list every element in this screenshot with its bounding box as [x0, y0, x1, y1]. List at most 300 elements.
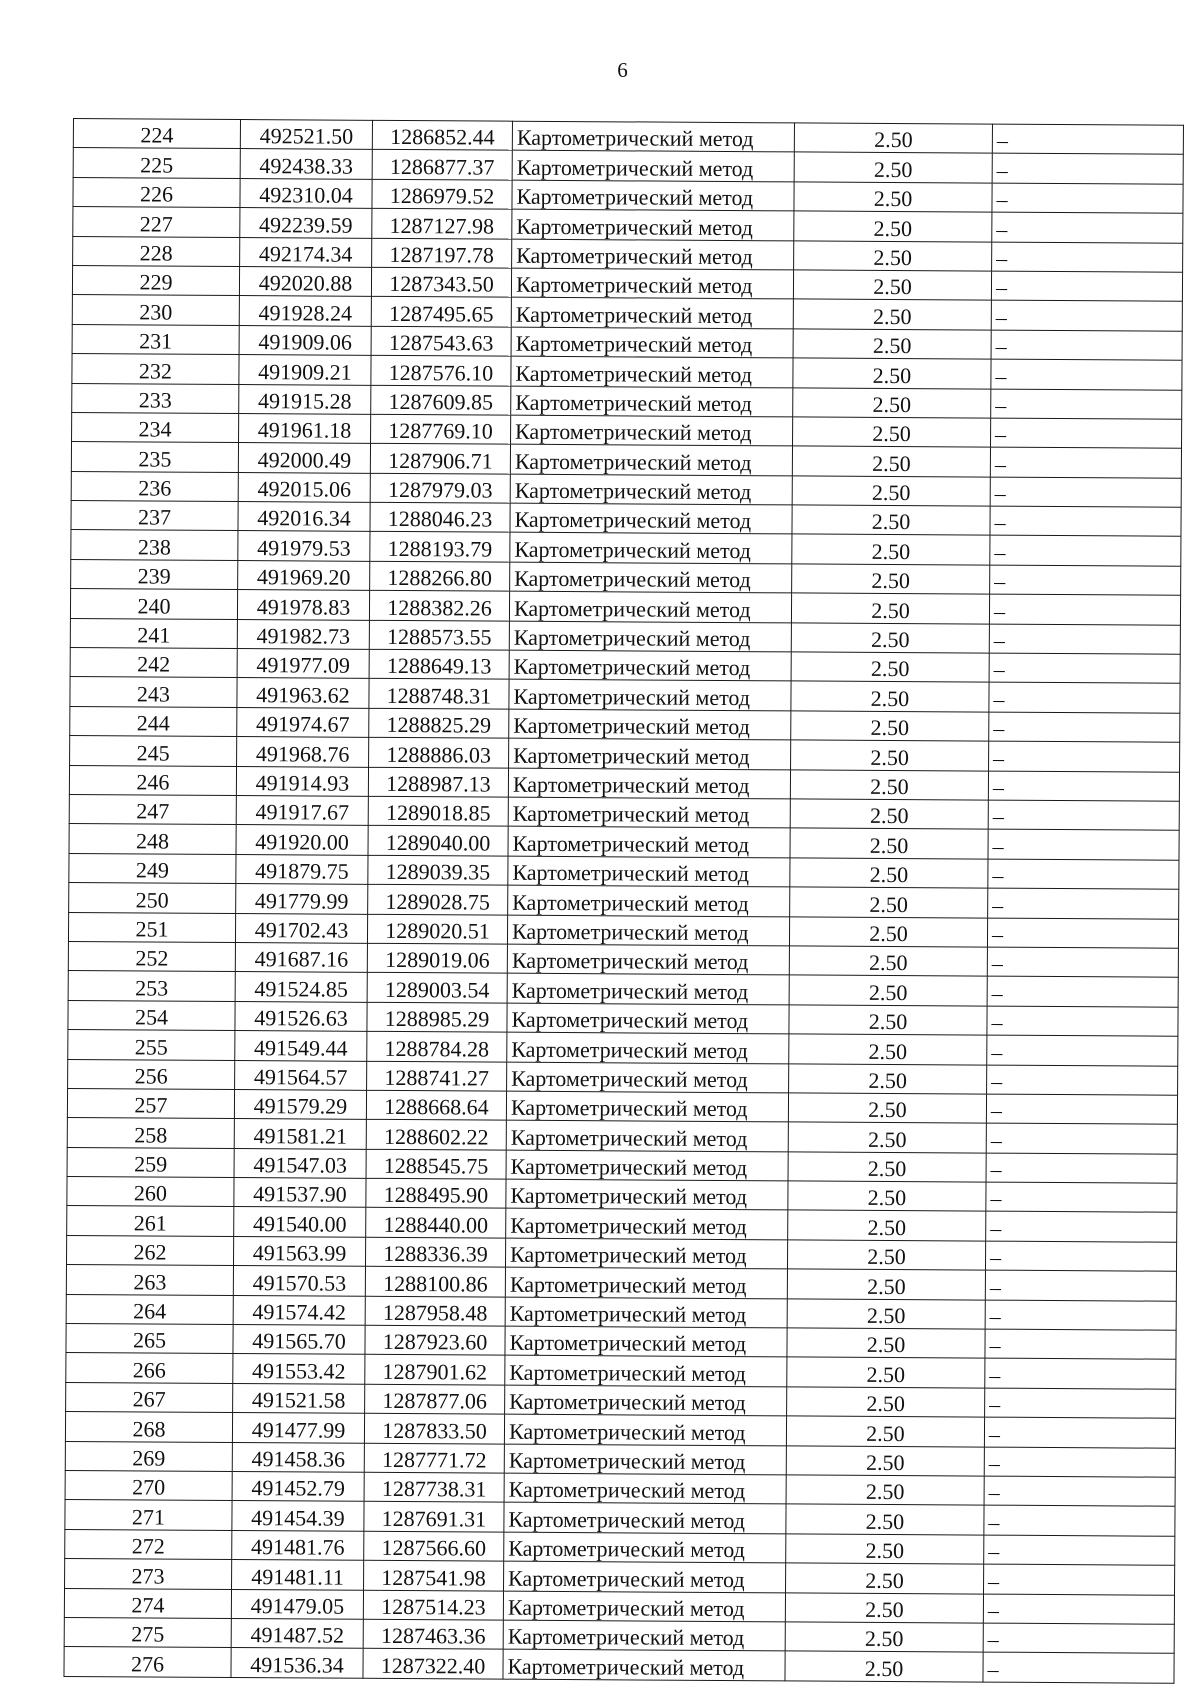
method-cell: Картометрический метод — [508, 827, 790, 858]
method-cell: Картометрический метод — [511, 356, 793, 387]
x-coordinate-cell: 491579.29 — [234, 1089, 366, 1119]
x-coordinate-cell: 491974.67 — [237, 707, 369, 737]
point-number-cell: 276 — [64, 1647, 231, 1677]
error-cell: 2.50 — [785, 1592, 983, 1623]
error-cell: 2.50 — [790, 887, 988, 918]
method-cell: Картометрический метод — [511, 415, 793, 446]
method-cell: Картометрический метод — [506, 1120, 788, 1151]
y-coordinate-cell: 1288602.22 — [366, 1120, 506, 1150]
y-coordinate-cell: 1287495.65 — [371, 297, 511, 327]
y-coordinate-cell: 1288495.90 — [366, 1178, 506, 1208]
x-coordinate-cell: 491574.42 — [233, 1295, 365, 1325]
point-number-cell: 253 — [68, 971, 235, 1001]
y-coordinate-cell: 1287322.40 — [363, 1649, 503, 1679]
method-cell: Картометрический метод — [506, 1209, 788, 1240]
page-number: 6 — [617, 58, 628, 82]
method-cell: Картометрический метод — [508, 856, 790, 887]
y-coordinate-cell: 1287771.72 — [364, 1443, 504, 1473]
point-number-cell: 236 — [71, 471, 238, 501]
error-cell: 2.50 — [787, 1387, 985, 1418]
method-cell: Картометрический метод — [511, 386, 793, 417]
y-coordinate-cell: 1289019.06 — [367, 943, 507, 973]
y-coordinate-cell: 1287576.10 — [371, 355, 511, 385]
error-cell: 2.50 — [791, 652, 989, 683]
error-cell: 2.50 — [786, 1475, 984, 1506]
x-coordinate-cell: 491540.00 — [234, 1207, 366, 1237]
point-number-cell: 255 — [68, 1030, 235, 1060]
description-cell: – — [992, 154, 1183, 185]
description-cell: – — [992, 183, 1183, 214]
method-cell: Картометрический метод — [510, 474, 792, 505]
description-cell: – — [989, 741, 1180, 772]
x-coordinate-cell: 491549.44 — [235, 1031, 367, 1061]
error-cell: 2.50 — [786, 1534, 984, 1565]
method-cell: Картометрический метод — [505, 1267, 787, 1298]
description-cell: – — [989, 712, 1180, 743]
error-cell: 2.50 — [793, 329, 991, 360]
description-cell: – — [989, 624, 1180, 655]
point-number-cell: 233 — [72, 383, 239, 413]
method-cell: Картометрический метод — [507, 1003, 789, 1034]
point-number-cell: 275 — [64, 1617, 231, 1647]
description-cell: – — [991, 271, 1182, 302]
method-cell: Картометрический метод — [507, 915, 789, 946]
method-cell: Картометрический метод — [512, 239, 794, 270]
method-cell: Картометрический метод — [508, 797, 790, 828]
description-cell: – — [990, 565, 1181, 596]
x-coordinate-cell: 491521.58 — [233, 1383, 365, 1413]
description-cell: – — [989, 683, 1180, 714]
y-coordinate-cell: 1288193.79 — [370, 532, 510, 562]
error-cell: 2.50 — [787, 1357, 985, 1388]
point-number-cell: 250 — [69, 883, 236, 913]
method-cell: Картометрический метод — [511, 268, 793, 299]
point-number-cell: 269 — [65, 1441, 232, 1471]
y-coordinate-cell: 1288741.27 — [367, 1061, 507, 1091]
y-coordinate-cell: 1288382.26 — [369, 591, 509, 621]
method-cell: Картометрический метод — [507, 1032, 789, 1063]
error-cell: 2.50 — [790, 799, 988, 830]
x-coordinate-cell: 492521.50 — [240, 120, 372, 150]
method-cell: Картометрический метод — [509, 591, 791, 622]
description-cell: – — [985, 1359, 1176, 1390]
coordinates-table — [63, 118, 1184, 1683]
point-number-cell: 240 — [70, 589, 237, 619]
point-number-cell: 247 — [69, 794, 236, 824]
error-cell: 2.50 — [786, 1416, 984, 1447]
description-cell: – — [990, 477, 1181, 508]
method-cell: Картометрический метод — [509, 621, 791, 652]
error-cell: 2.50 — [792, 564, 990, 595]
error-cell: 2.50 — [793, 387, 991, 418]
error-cell: 2.50 — [792, 476, 990, 507]
description-cell: – — [992, 242, 1183, 273]
description-cell: – — [992, 212, 1183, 243]
point-number-cell: 226 — [73, 177, 240, 207]
description-cell: – — [991, 300, 1182, 331]
x-coordinate-cell: 491452.79 — [232, 1471, 364, 1501]
x-coordinate-cell: 491969.20 — [238, 560, 370, 590]
point-number-cell: 257 — [67, 1088, 234, 1118]
point-number-cell: 229 — [72, 265, 239, 295]
x-coordinate-cell: 492016.34 — [238, 502, 370, 532]
method-cell: Картометрический метод — [507, 1062, 789, 1093]
x-coordinate-cell: 491537.90 — [234, 1178, 366, 1208]
point-number-cell: 273 — [65, 1559, 232, 1589]
method-cell: Картометрический метод — [503, 1649, 785, 1680]
x-coordinate-cell: 491526.63 — [235, 1001, 367, 1031]
description-cell: – — [986, 1123, 1177, 1154]
description-cell: – — [988, 888, 1179, 919]
description-cell: – — [987, 1006, 1178, 1037]
x-coordinate-cell: 491914.93 — [236, 766, 368, 796]
method-cell: Картометрический метод — [511, 327, 793, 358]
x-coordinate-cell: 491909.21 — [239, 355, 371, 385]
description-cell: – — [985, 1329, 1176, 1360]
point-number-cell: 249 — [69, 853, 236, 883]
y-coordinate-cell: 1288668.64 — [366, 1090, 506, 1120]
method-cell: Картометрический метод — [511, 298, 793, 329]
point-number-cell: 234 — [72, 412, 239, 442]
point-number-cell: 232 — [72, 354, 239, 384]
description-cell: – — [988, 800, 1179, 831]
error-cell: 2.50 — [787, 1299, 985, 1330]
point-number-cell: 260 — [67, 1177, 234, 1207]
description-cell: – — [984, 1447, 1175, 1478]
description-cell: – — [992, 124, 1183, 155]
x-coordinate-cell: 491779.99 — [236, 884, 368, 914]
point-number-cell: 246 — [69, 765, 236, 795]
y-coordinate-cell: 1287127.98 — [372, 208, 512, 238]
error-cell: 2.50 — [789, 946, 987, 977]
y-coordinate-cell: 1288985.29 — [367, 1002, 507, 1032]
point-number-cell: 256 — [68, 1059, 235, 1089]
error-cell: 2.50 — [792, 534, 990, 565]
method-cell: Картометрический метод — [504, 1532, 786, 1563]
x-coordinate-cell: 491979.53 — [238, 531, 370, 561]
description-cell: – — [986, 1212, 1177, 1243]
description-cell: – — [987, 947, 1178, 978]
x-coordinate-cell: 491481.11 — [232, 1560, 364, 1590]
description-cell: – — [991, 418, 1182, 449]
error-cell: 2.50 — [791, 623, 989, 654]
point-number-cell: 270 — [65, 1470, 232, 1500]
point-number-cell: 271 — [65, 1500, 232, 1530]
x-coordinate-cell: 491564.57 — [235, 1060, 367, 1090]
error-cell: 2.50 — [785, 1622, 983, 1653]
method-cell: Картометрический метод — [512, 121, 794, 152]
coordinates-table-body — [64, 119, 1183, 1683]
error-cell: 2.50 — [789, 1063, 987, 1094]
x-coordinate-cell: 491581.21 — [234, 1119, 366, 1149]
point-number-cell: 225 — [73, 148, 240, 178]
x-coordinate-cell: 491978.83 — [237, 590, 369, 620]
method-cell: Картометрический метод — [508, 768, 790, 799]
error-cell: 2.50 — [793, 358, 991, 389]
method-cell: Картометрический метод — [505, 1356, 787, 1387]
x-coordinate-cell: 491481.76 — [232, 1530, 364, 1560]
point-number-cell: 237 — [71, 501, 238, 531]
method-cell: Картометрический метод — [504, 1473, 786, 1504]
y-coordinate-cell: 1287923.60 — [365, 1325, 505, 1355]
y-coordinate-cell: 1286877.37 — [372, 150, 512, 180]
error-cell: 2.50 — [789, 916, 987, 947]
y-coordinate-cell: 1287543.63 — [371, 326, 511, 356]
description-cell: – — [988, 829, 1179, 860]
y-coordinate-cell: 1288825.29 — [369, 708, 509, 738]
error-cell: 2.50 — [788, 1093, 986, 1124]
point-number-cell: 254 — [68, 1000, 235, 1030]
point-number-cell: 230 — [72, 295, 239, 325]
y-coordinate-cell: 1287833.50 — [364, 1413, 504, 1443]
method-cell: Картометрический метод — [503, 1591, 785, 1622]
point-number-cell: 248 — [69, 824, 236, 854]
description-cell: – — [990, 506, 1181, 537]
x-coordinate-cell: 492174.34 — [240, 237, 372, 267]
description-cell: – — [988, 771, 1179, 802]
method-cell: Картометрический метод — [504, 1503, 786, 1534]
x-coordinate-cell: 491565.70 — [233, 1325, 365, 1355]
x-coordinate-cell: 491982.73 — [237, 619, 369, 649]
method-cell: Картометрический метод — [503, 1620, 785, 1651]
y-coordinate-cell: 1288336.39 — [365, 1237, 505, 1267]
y-coordinate-cell: 1289018.85 — [368, 796, 508, 826]
method-cell: Картометрический метод — [506, 1179, 788, 1210]
method-cell: Картометрический метод — [508, 885, 790, 916]
y-coordinate-cell: 1289020.51 — [367, 914, 507, 944]
method-cell: Картометрический метод — [505, 1326, 787, 1357]
description-cell: – — [991, 359, 1182, 390]
method-cell: Картометрический метод — [509, 738, 791, 769]
y-coordinate-cell: 1287906.71 — [370, 444, 510, 474]
y-coordinate-cell: 1287609.85 — [371, 385, 511, 415]
point-number-cell: 241 — [70, 618, 237, 648]
point-number-cell: 267 — [66, 1382, 233, 1412]
error-cell: 2.50 — [789, 1034, 987, 1065]
description-cell: – — [985, 1270, 1176, 1301]
point-number-cell: 268 — [65, 1412, 232, 1442]
y-coordinate-cell: 1288649.13 — [369, 649, 509, 679]
method-cell: Картометрический метод — [504, 1561, 786, 1592]
y-coordinate-cell: 1288784.28 — [367, 1031, 507, 1061]
description-cell: – — [986, 1094, 1177, 1125]
point-number-cell: 259 — [67, 1147, 234, 1177]
method-cell: Картометрический метод — [512, 180, 794, 211]
method-cell: Картометрический метод — [505, 1238, 787, 1269]
x-coordinate-cell: 492310.04 — [240, 178, 372, 208]
description-cell: – — [987, 1035, 1178, 1066]
description-cell: – — [983, 1652, 1174, 1683]
error-cell: 2.50 — [789, 975, 987, 1006]
y-coordinate-cell: 1288573.55 — [369, 620, 509, 650]
x-coordinate-cell: 491702.43 — [235, 913, 367, 943]
error-cell: 2.50 — [788, 1210, 986, 1241]
error-cell: 2.50 — [791, 711, 989, 742]
x-coordinate-cell: 491477.99 — [232, 1413, 364, 1443]
y-coordinate-cell: 1287514.23 — [363, 1590, 503, 1620]
error-cell: 2.50 — [786, 1563, 984, 1594]
y-coordinate-cell: 1288266.80 — [370, 561, 510, 591]
description-cell: – — [984, 1564, 1175, 1595]
description-cell: – — [989, 594, 1180, 625]
y-coordinate-cell: 1288886.03 — [369, 738, 509, 768]
method-cell: Картометрический метод — [510, 503, 792, 534]
point-number-cell: 238 — [71, 530, 238, 560]
point-number-cell: 235 — [71, 442, 238, 472]
x-coordinate-cell: 492020.88 — [239, 266, 371, 296]
y-coordinate-cell: 1287691.31 — [364, 1502, 504, 1532]
method-cell: Картометрический метод — [512, 209, 794, 240]
y-coordinate-cell: 1288987.13 — [368, 767, 508, 797]
y-coordinate-cell: 1288440.00 — [366, 1208, 506, 1238]
x-coordinate-cell: 491961.18 — [239, 413, 371, 443]
method-cell: Картометрический метод — [506, 1150, 788, 1181]
point-number-cell: 243 — [70, 677, 237, 707]
y-coordinate-cell: 1286979.52 — [372, 179, 512, 209]
y-coordinate-cell: 1288748.31 — [369, 679, 509, 709]
description-cell: – — [987, 918, 1178, 949]
method-cell: Картометрический метод — [505, 1385, 787, 1416]
description-cell: – — [984, 1505, 1175, 1536]
description-cell: – — [990, 447, 1181, 478]
description-cell: – — [984, 1417, 1175, 1448]
point-number-cell: 231 — [72, 324, 239, 354]
table-row — [64, 1647, 1174, 1683]
point-number-cell: 258 — [67, 1118, 234, 1148]
y-coordinate-cell: 1286852.44 — [372, 120, 512, 150]
y-coordinate-cell: 1289039.35 — [368, 855, 508, 885]
point-number-cell: 242 — [70, 648, 237, 678]
description-cell: – — [985, 1388, 1176, 1419]
y-coordinate-cell: 1289028.75 — [368, 884, 508, 914]
y-coordinate-cell: 1287877.06 — [365, 1384, 505, 1414]
error-cell: 2.50 — [788, 1181, 986, 1212]
description-cell: – — [987, 1065, 1178, 1096]
method-cell: Картометрический метод — [504, 1444, 786, 1475]
error-cell: 2.50 — [794, 182, 992, 213]
x-coordinate-cell: 491917.67 — [236, 795, 368, 825]
y-coordinate-cell: 1287738.31 — [364, 1472, 504, 1502]
method-cell: Картометрический метод — [510, 562, 792, 593]
x-coordinate-cell: 491915.28 — [239, 384, 371, 414]
description-cell: – — [985, 1241, 1176, 1272]
error-cell: 2.50 — [785, 1651, 983, 1682]
error-cell: 2.50 — [790, 828, 988, 859]
description-cell: – — [984, 1476, 1175, 1507]
point-number-cell: 227 — [73, 207, 240, 237]
x-coordinate-cell: 491968.76 — [237, 737, 369, 767]
error-cell: 2.50 — [786, 1504, 984, 1535]
point-number-cell: 265 — [66, 1323, 233, 1353]
y-coordinate-cell: 1289003.54 — [367, 973, 507, 1003]
description-cell: – — [987, 976, 1178, 1007]
method-cell: Картометрический метод — [504, 1414, 786, 1445]
description-cell: – — [983, 1594, 1174, 1625]
y-coordinate-cell: 1287566.60 — [364, 1531, 504, 1561]
error-cell: 2.50 — [793, 270, 991, 301]
x-coordinate-cell: 491977.09 — [237, 649, 369, 679]
error-cell: 2.50 — [788, 1152, 986, 1183]
y-coordinate-cell: 1289040.00 — [368, 826, 508, 856]
point-number-cell: 264 — [66, 1294, 233, 1324]
y-coordinate-cell: 1287343.50 — [371, 267, 511, 297]
error-cell: 2.50 — [790, 769, 988, 800]
error-cell: 2.50 — [791, 681, 989, 712]
y-coordinate-cell: 1288545.75 — [366, 1149, 506, 1179]
error-cell: 2.50 — [787, 1269, 985, 1300]
method-cell: Картометрический метод — [506, 1091, 788, 1122]
error-cell: 2.50 — [793, 417, 991, 448]
point-number-cell: 261 — [67, 1206, 234, 1236]
method-cell: Картометрический метод — [507, 973, 789, 1004]
x-coordinate-cell: 491879.75 — [236, 854, 368, 884]
error-cell: 2.50 — [792, 505, 990, 536]
error-cell: 2.50 — [791, 740, 989, 771]
y-coordinate-cell: 1287901.62 — [365, 1355, 505, 1385]
x-coordinate-cell: 491524.85 — [235, 972, 367, 1002]
method-cell: Картометрический метод — [505, 1297, 787, 1328]
error-cell: 2.50 — [794, 152, 992, 183]
x-coordinate-cell: 491687.16 — [235, 942, 367, 972]
description-cell: – — [991, 389, 1182, 420]
point-number-cell: 262 — [66, 1235, 233, 1265]
description-cell: – — [990, 536, 1181, 567]
description-cell: – — [984, 1535, 1175, 1566]
error-cell: 2.50 — [793, 299, 991, 330]
method-cell: Картометрический метод — [510, 533, 792, 564]
x-coordinate-cell: 492438.33 — [240, 149, 372, 179]
point-number-cell: 239 — [71, 559, 238, 589]
x-coordinate-cell: 491920.00 — [236, 825, 368, 855]
description-cell: – — [989, 653, 1180, 684]
x-coordinate-cell: 491570.53 — [233, 1266, 365, 1296]
y-coordinate-cell: 1287197.78 — [372, 238, 512, 268]
x-coordinate-cell: 491487.52 — [231, 1618, 363, 1648]
error-cell: 2.50 — [794, 211, 992, 242]
y-coordinate-cell: 1288046.23 — [370, 502, 510, 532]
point-number-cell: 272 — [65, 1529, 232, 1559]
y-coordinate-cell: 1287463.36 — [363, 1619, 503, 1649]
point-number-cell: 251 — [68, 912, 235, 942]
error-cell: 2.50 — [794, 240, 992, 271]
x-coordinate-cell: 491963.62 — [237, 678, 369, 708]
y-coordinate-cell: 1287541.98 — [364, 1560, 504, 1590]
description-cell: – — [986, 1153, 1177, 1184]
method-cell: Картометрический метод — [507, 944, 789, 975]
x-coordinate-cell: 491928.24 — [239, 296, 371, 326]
point-number-cell: 245 — [70, 736, 237, 766]
method-cell: Картометрический метод — [510, 444, 792, 475]
method-cell: Картометрический метод — [509, 709, 791, 740]
method-cell: Картометрический метод — [509, 680, 791, 711]
description-cell: – — [991, 330, 1182, 361]
x-coordinate-cell: 491553.42 — [233, 1354, 365, 1384]
y-coordinate-cell: 1287769.10 — [371, 414, 511, 444]
point-number-cell: 228 — [73, 236, 240, 266]
error-cell: 2.50 — [788, 1122, 986, 1153]
error-cell: 2.50 — [790, 858, 988, 889]
x-coordinate-cell: 491547.03 — [234, 1148, 366, 1178]
x-coordinate-cell: 491458.36 — [232, 1442, 364, 1472]
x-coordinate-cell: 491479.05 — [231, 1589, 363, 1619]
description-cell: – — [985, 1300, 1176, 1331]
error-cell: 2.50 — [789, 1005, 987, 1036]
method-cell: Картометрический метод — [509, 650, 791, 681]
y-coordinate-cell: 1287958.48 — [365, 1296, 505, 1326]
x-coordinate-cell: 492239.59 — [240, 208, 372, 238]
point-number-cell: 244 — [70, 706, 237, 736]
x-coordinate-cell: 491454.39 — [232, 1501, 364, 1531]
